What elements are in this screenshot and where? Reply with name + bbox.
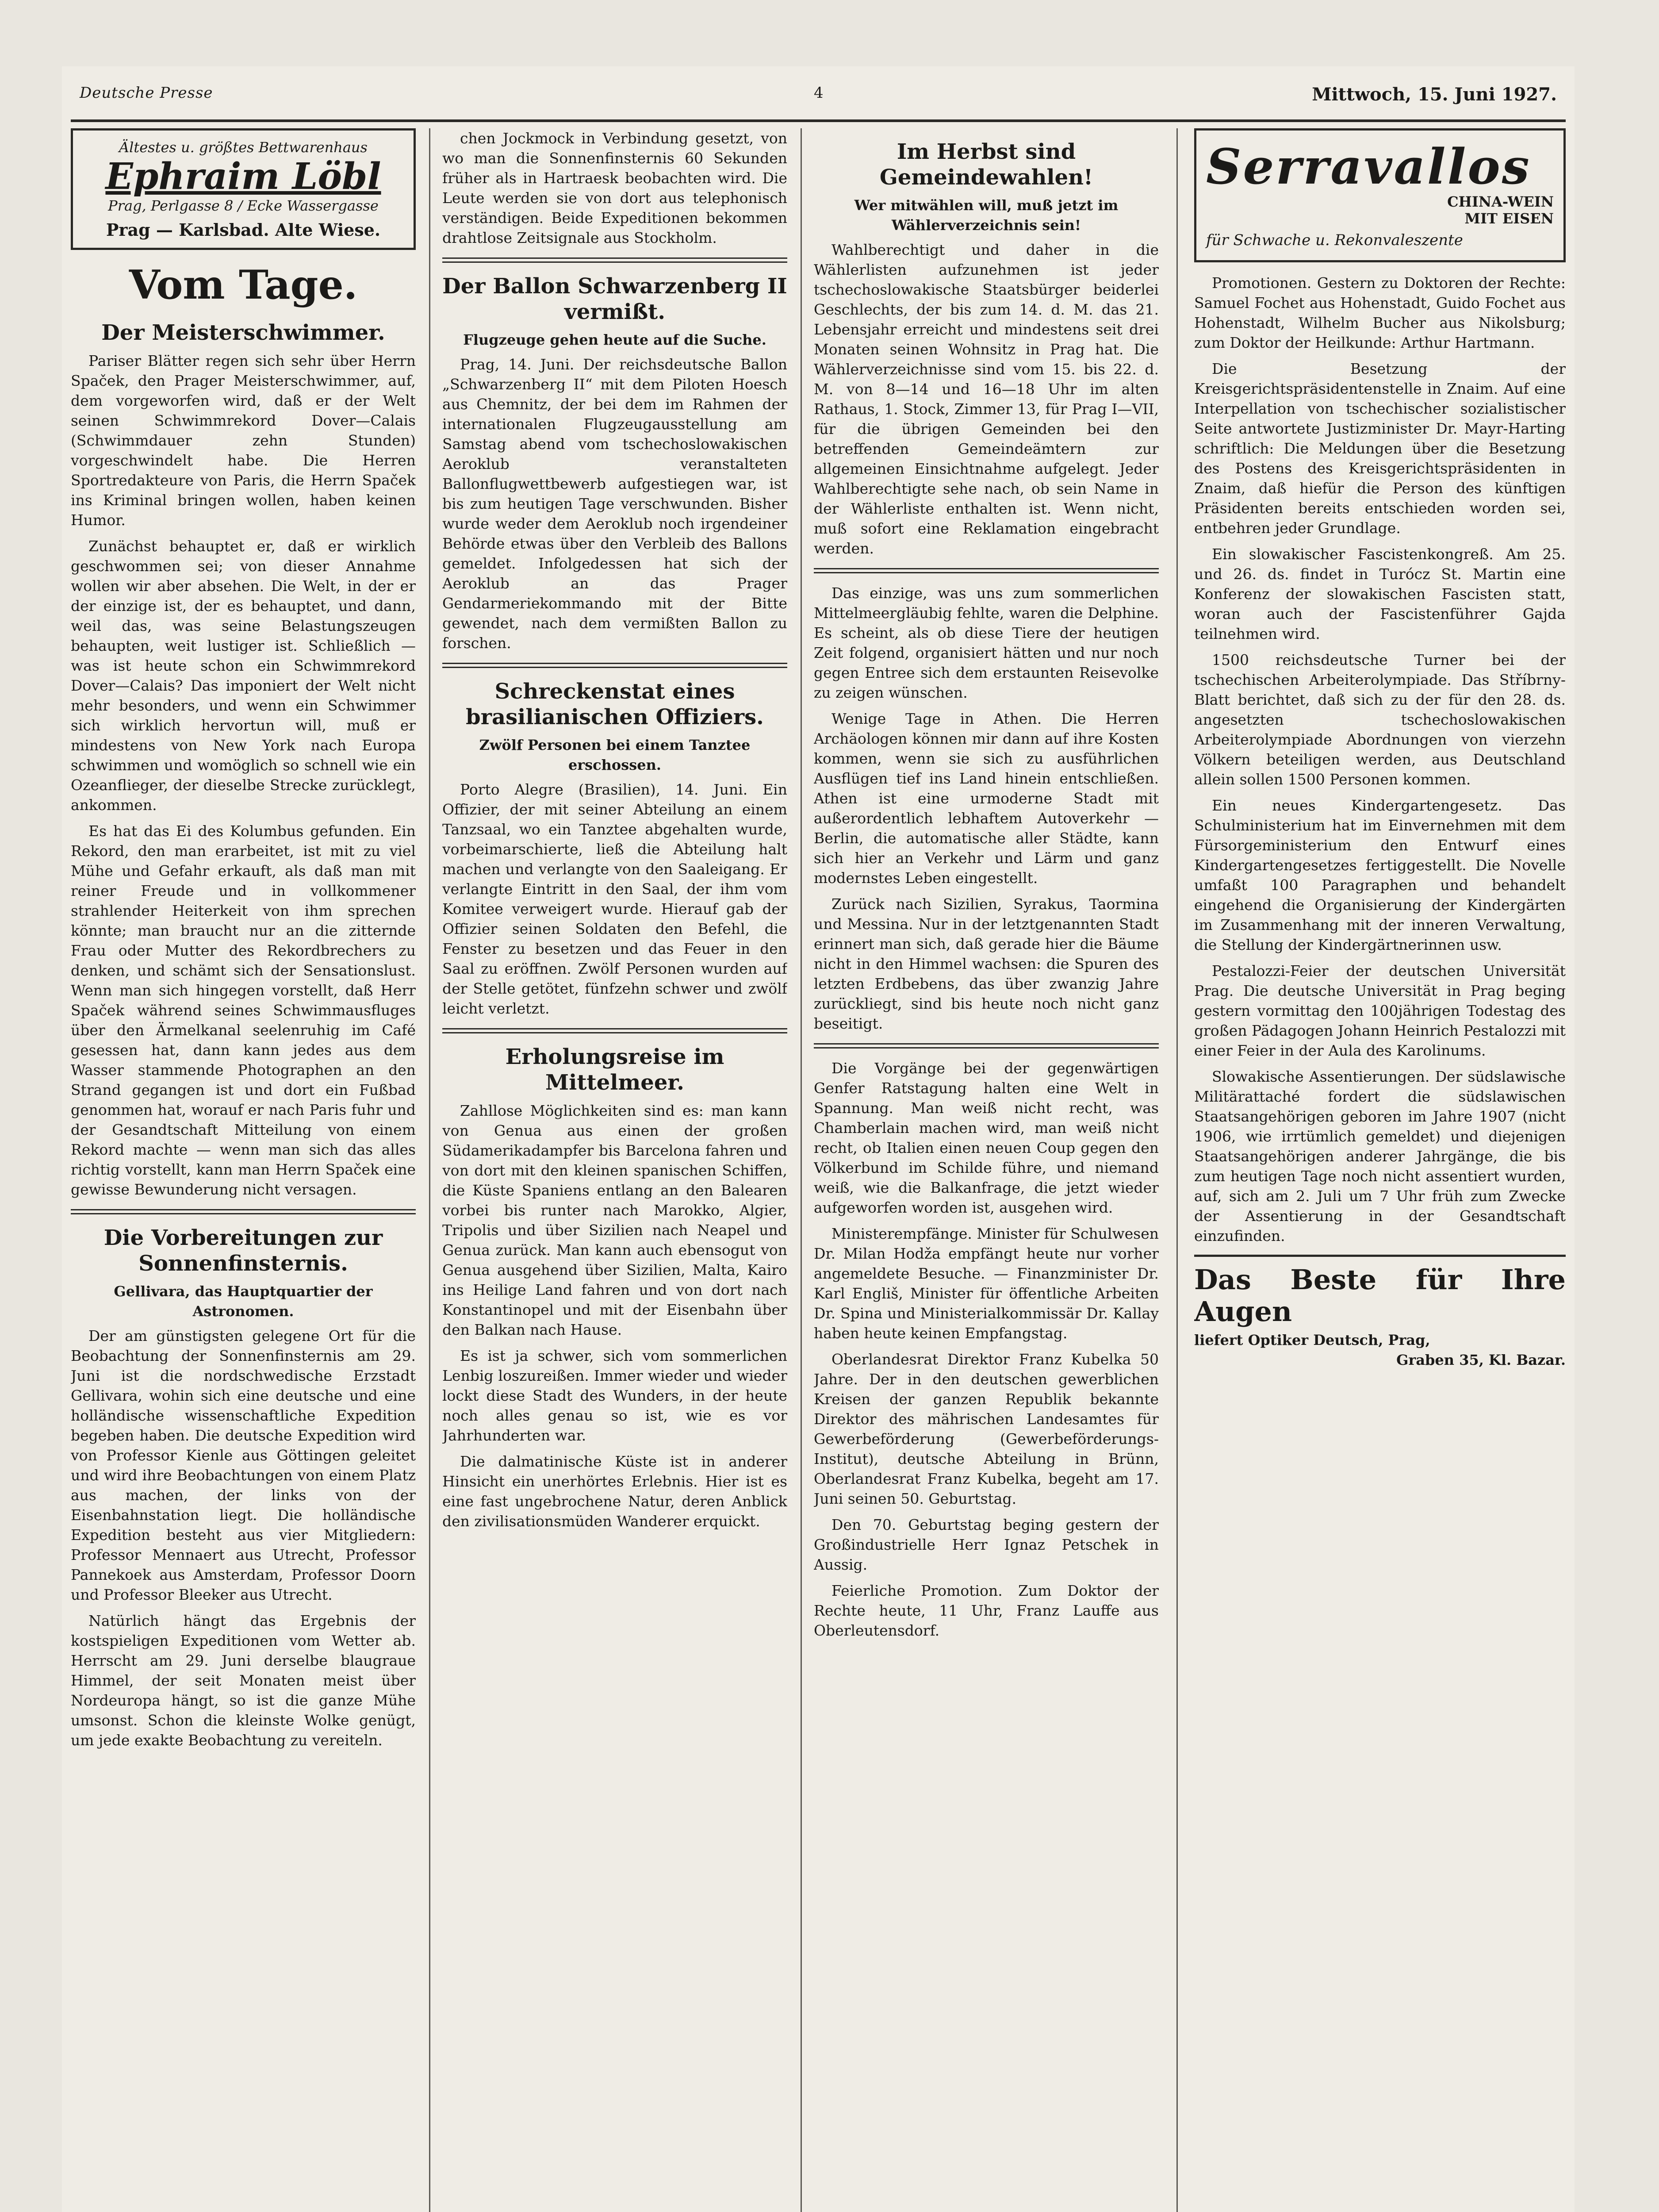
article-subtitle: Gellivara, das Hauptquartier der Astronomen. bbox=[114, 1283, 373, 1320]
section-title: Vom Tage. bbox=[129, 261, 358, 308]
column-3 bbox=[814, 128, 1159, 2212]
page-number: 4 bbox=[814, 84, 824, 102]
date-line: Mittwoch, 15. Juni 1927. bbox=[1312, 84, 1557, 105]
article-title: Erholungsreise im Mittelmeer. bbox=[505, 1045, 724, 1095]
article-paragraph: Die Vorgänge bei der gegenwärtigen Genfer Ratstagung halten eine Welt in Spannung. Man weiß nicht recht, was Chamberlain machen wird, man weiß nicht recht, ob Italien einen neuen Coup gegen den Völkerbund im Schilde führe, und niemand weiß, wie die Balkanfrage, die jetzt wieder aufgeworfen worden ist, ausgehen wird. bbox=[814, 1060, 1159, 1216]
ad-optiker-line2: liefert Optiker Deutsch, Prag, bbox=[1194, 1332, 1430, 1348]
news-item: 1500 reichsdeutsche Turner bei der tschechischen Arbeiterolympiade. Das Stříbrny-Blatt berichtet, daß sich zu der für den 28. ds. angesetzten tschechoslowakischen Arbeiterolympiade Abordnungen von vierzehn Völkern beteiligen werden, aus Deutschland allein sollen 1500 Personen kommen. bbox=[1194, 651, 1566, 788]
article-paragraph: Zunächst behauptet er, daß er wirklich geschwommen sei; von dieser Annahme wollen wir aber absehen. Die Welt, in der er der einzige ist, der es behauptet, und dann, weil das, was seine Belastungszeugen behaupten, weit lustiger ist. Schließlich — was ist heute schon ein Schwimmrekord Dover—Calais? Das imponiert der Welt nicht mehr besonders, und wenn ein Schwimmer sich wirklich hervortun will, muß er mindestens von New York nach Europa schwimmen und womöglich so schnell wie ein Ozeanflieger, der dieselbe Strecke zurücklegt, ankommen. bbox=[71, 538, 416, 814]
divider bbox=[442, 663, 787, 668]
article-paragraph: Ministerempfänge. Minister für Schulwesen Dr. Milan Hodža empfängt heute nur vorher angemeldete Besuche. — Finanzminister Dr. Karl Engliš, Minister für öffentliche Arbeiten Dr. Spina und Ministerialkommissär Dr. Kallay haben heute keinen Empfangstag. bbox=[814, 1225, 1159, 1342]
column-rule bbox=[1176, 128, 1178, 2212]
news-item: Slowakische Assentierungen. Der südslawische Militärattaché fordert die südslawischen Staatsangehörigen geboren im Jahre 1907 (nicht 1906, wie irrtümlich gemeldet) und diejenigen Staatsangehörigen anderer Jahrgänge, die bis zum heutigen Tage noch nicht assentiert wurden, auf, sich am 2. Juli um 7 Uhr früh zum Zwecke der Assentierung in der Gesandtschaft einzufinden. bbox=[1194, 1068, 1566, 1244]
article-title: Die Vorbereitungen zur Sonnenfinsternis. bbox=[103, 1225, 383, 1276]
article-paragraph: Die dalmatinische Küste ist in anderer Hinsicht ein unerhörtes Erlebnis. Hier ist es eine fast ungebrochene Natur, deren Anblick den zivilisationsmüden Wanderer erquickt. bbox=[442, 1453, 787, 1530]
article-paragraph: Zahllose Möglichkeiten sind es: man kann von Genua aus einen der großen Südamerikadampfer bis Barcelona fahren und von dort mit den kleinen spanischen Schiffen, die Küste Spaniens entlang an den Balearen vorbei bis runter nach Marokko, Algier, Tripolis und über Sizilien nach Neapel und Genua zurück. Man kann auch ebensogut von Genua ausgehend über Sizilien, Malta, Kairo ins Heilige Land fahren und von dort nach Konstantinopel und mit der Eisenbahn über den Balkan nach Hause. bbox=[442, 1102, 787, 1338]
ad-loebl-line1: Ältestes u. größtes Bettwarenhaus bbox=[119, 139, 368, 156]
article-paragraph: Wenige Tage in Athen. Die Herren Archäologen können mir dann auf ihre Kosten kommen, wenn sie sich zu ausführlichen Ausflügen tief ins Land hinein entschließen. Athen ist eine urmoderne Stadt mit außerordentlich lebhaftem Autoverkehr — Berlin, die automatische aller Städte, kann sich hier an Verkehr und Lärm und ganz modernstes Leben eingestellt. bbox=[814, 710, 1159, 887]
column-rule bbox=[429, 128, 430, 2212]
column-4 bbox=[1194, 128, 1566, 2212]
article-paragraph: Das einzige, was uns zum sommerlichen Mittelmeergläubig fehlte, waren die Delphine. Es scheint, als ob diese Tiere der heutigen Zeit folgend, organisiert hätten und nur noch gegen Entree sich dem erstaunten Reisevolke zu zeigen wünschen. bbox=[814, 584, 1159, 701]
article-paragraph: Zurück nach Sizilien, Syrakus, Taormina und Messina. Nur in der letztgenannten Stadt erinnert man sich, daß gerade hier die Bäume nicht in den Himmel wachsen: die Spuren des letzten Erdbebens, das über zwanzig Jahre zurückliegt, sind bis heute noch nicht ganz beseitigt. bbox=[814, 895, 1159, 1032]
divider bbox=[71, 1209, 416, 1214]
article-paragraph: chen Jockmock in Verbindung gesetzt, von wo man die Sonnenfinsternis 60 Sekunden früher als in Hartraesk beobachten wird. Die Leute werden sie von dort aus telephonisch verständigen. Beide Expeditionen bekommen drahtlose Zeitsignale aus Stockholm. bbox=[442, 130, 787, 246]
article-paragraph: Es ist ja schwer, sich vom sommerlichen Lenbig loszureißen. Immer wieder und wieder lockt diese Stadt des Wunders, in der heute noch alles genau so ist, wie es vor Jahrhunderten war. bbox=[442, 1347, 787, 1444]
article-title: Schreckenstat eines brasilianischen Offiziers. bbox=[466, 679, 764, 730]
advertisement-loebl bbox=[71, 128, 416, 250]
ad-serravallo-tag2: MIT EISEN bbox=[1464, 210, 1554, 227]
ad-loebl-sub: Prag — Karlsbad. Alte Wiese. bbox=[106, 220, 381, 240]
article-paragraph: Den 70. Geburtstag beging gestern der Großindustrielle Herr Ignaz Petschek in Aussig. bbox=[814, 1516, 1159, 1573]
ad-serravallo-tag1: CHINA-WEIN bbox=[1447, 193, 1554, 210]
newspaper-page bbox=[62, 66, 1575, 2212]
advertisement-optiker bbox=[1194, 1255, 1566, 1370]
article-paragraph: Natürlich hängt das Ergebnis der kostspieligen Expeditionen vom Wetter ab. Herrscht am 29. Juni derselbe blaugraue Himmel, der seit Monaten meist über Nordeuropa hängt, so ist die ganze Mühe umsonst. Schon die kleinste Wolke genügt, um jede exakte Beobachtung zu vereiteln. bbox=[71, 1612, 416, 1749]
ad-optiker-line3: Graben 35, Kl. Bazar. bbox=[1396, 1352, 1566, 1368]
advertisement-serravallo bbox=[1194, 128, 1566, 262]
divider bbox=[442, 1028, 787, 1033]
article-paragraph: Wahlberechtigt und daher in die Wählerlisten aufzunehmen ist jeder tschechoslowakische Staatsbürger beiderlei Geschlechts, der bis zum 14. d. M. das 21. Lebensjahr erreicht und mindestens seit drei Monaten seinen Wohnsitz in Prag hat. Die Wählerverzeichnisse sind vom 15. bis 22. d. M. von 8—14 und 16—18 Uhr im alten Rathaus, 1. Stock, Zimmer 13, für Prag I—VII, für die übrigen Gemeinden bei den betreffenden Gemeindeämtern zur allgemeinen Einsichtnahme aufgelegt. Jeder Wahlberechtigte sehe nach, ob sein Name in der Wählerliste enthalten ist. Wenn nicht, muß sofort eine Reklamation eingebracht werden. bbox=[814, 241, 1159, 557]
column-2 bbox=[442, 128, 787, 2212]
ad-optiker-headline: Das Beste für Ihre Augen bbox=[1194, 1263, 1566, 1328]
news-item: Promotionen. Gestern zu Doktoren der Rechte: Samuel Fochet aus Hohenstadt, Guido Fochet aus Hohenstadt, Wilhelm Bucher aus Nikolsburg; zum Doktor der Heilkunde: Arthur Hartmann. bbox=[1194, 274, 1566, 351]
article-paragraph: Prag, 14. Juni. Der reichsdeutsche Ballon „Schwarzenberg II“ mit dem Piloten Hoesch aus Chemnitz, der bei dem im Rahmen der internationalen Flugzeugausstellung am Samstag abend vom tschechoslowakischen Aeroklub veranstalteten Ballonflugwettbewerb aufgestiegen war, ist bis zum heutigen Tage verschwunden. Bisher wurde weder dem Aeroklub noch irgendeiner Behörde etwas über den Verbleib des Ballons gemeldet. Infolgedessen hat sich der Aeroklub an das Prager Gendarmeriekommando mit der Bitte gewendet, nach dem vermißten Ballon zu forschen. bbox=[442, 356, 787, 652]
ad-loebl-firm: Ephraim Löbl bbox=[105, 155, 381, 198]
news-item: Die Besetzung der Kreisgerichtspräsidentenstelle in Znaim. Auf eine Interpellation von tschechischer sozialistischer Seite antwortete Justizminister Dr. Mayr-Harting schriftlich: Die Meldungen über die Besetzung des Postens des Kreisgerichtspräsidenten in Znaim, daß hiefür die Person des künftigen Präsidenten bereits entschieden worden sei, entbehren jeder Grundlage. bbox=[1194, 360, 1566, 537]
article-subtitle: Wer mitwählen will, muß jetzt im Wählerverzeichnis sein! bbox=[854, 197, 1119, 234]
article-paragraph: Porto Alegre (Brasilien), 14. Juni. Ein Offizier, der mit seiner Abteilung an einem Tanzsaal, wo ein Tanztee abgehalten wurde, vorbeimarschierte, ließ die Abteilung halt machen und verlangte von den Saaleigang. Er verlangte Eintritt in den Saal, der ihm vom Komitee verweigert wurde. Hierauf gab der Offizier seinen Soldaten den Befehl, die Fenster zu besetzen und das Feuer in den Saal zu eröffnen. Zwölf Personen wurden auf der Stelle getötet, fünfzehn schwer und zwölf leicht verletzt. bbox=[442, 781, 787, 1017]
article-paragraph: Der am günstigsten gelegene Ort für die Beobachtung der Sonnenfinsternis am 29. Juni ist die nordschwedische Erzstadt Gellivara, wohin sich eine deutsche und eine holländische wissenschaftliche Expedition begeben haben. Die deutsche Expedition wird von Professor Kienle aus Göttingen geleitet und wird ihre Beobachtungen von einem Platz aus machen, der links von der Eisenbahnstation liegt. Die holländische Expedition besteht aus vier Mitgliedern: Professor Mennaert aus Utrecht, Professor Pannekoek aus Amsterdam, Professor Doorn und Professor Bleeker aus Utrecht. bbox=[71, 1327, 416, 1603]
article-title: Im Herbst sind Gemeindewahlen! bbox=[879, 139, 1093, 190]
article-subtitle: Flugzeuge gehen heute auf die Suche. bbox=[463, 331, 766, 348]
article-title: Der Ballon Schwarzenberg II vermißt. bbox=[442, 274, 787, 324]
news-item: Ein neues Kindergartengesetz. Das Schulministerium hat im Einvernehmen mit dem Fürsorgeministerium den Entwurf eines Kindergartengesetzes fertiggestellt. Die Novelle umfaßt 100 Paragraphen und behandelt eingehend die Organisierung der Kindergärten im Zusammenhang mit der inneren Verwaltung, die Stellung der Kindergärtnerinnen usw. bbox=[1194, 797, 1566, 953]
ad-serravallo-foot: für Schwache u. Rekonvaleszente bbox=[1206, 231, 1463, 249]
header-rule bbox=[71, 119, 1566, 122]
article-paragraph: Oberlandesrat Direktor Franz Kubelka 50 Jahre. Der in den deutschen gewerblichen Kreisen der ganzen Republik bekannte Direktor des mährischen Landesamtes für Gewerbeförderung (Gewerbeförderungs-Institut), deutsche Abteilung in Brünn, Oberlandesrat Franz Kubelka, begeht am 17. Juni seinen 50. Geburtstag. bbox=[814, 1351, 1159, 1507]
divider bbox=[814, 1043, 1159, 1048]
divider bbox=[814, 568, 1159, 573]
column-rule bbox=[801, 128, 802, 2212]
news-item: Ein slowakischer Fascistenkongreß. Am 25. und 26. ds. findet in Turócz St. Martin eine Konferenz der slowakischen Fascisten statt, woran auch der Fascistenführer Gajda teilnehmen wird. bbox=[1194, 545, 1566, 642]
article-paragraph: Es hat das Ei des Kolumbus gefunden. Ein Rekord, den man erarbeitet, ist mit zu viel Mühe und Gefahr erkauft, als daß man mit reiner Freude und in vollkommener strahlender Heiterkeit von ihm sprechen könnte; man braucht nur an die zitternde Frau oder Mutter des Rekordbrechers zu denken, und schämt sich der Sensationslust. Wenn man sich hingegen vorstellt, daß Herr Spaček während seines Schwimmausfluges über den Ärmelkanal seelenruhig im Café gesessen hat, dann kann jedes aus dem Wasser stammende Photographen an den Strand gegangen ist und dort ein Fußbad genommen hat, worauf er nach Paris fuhr und der Gesandtschaft Mitteilung von einem Rekord machte — wenn man sich das alles richtig vorstellt, kann man Herrn Spaček eine gewisse Bewunderung nicht versagen. bbox=[71, 822, 416, 1198]
news-item: Pestalozzi-Feier der deutschen Universität Prag. Die deutsche Universität in Prag beging gestern vormittag den 100jährigen Todestag des großen Pädagogen Johann Heinrich Pestalozzi mit einer Feier in der Aula des Karolinums. bbox=[1194, 962, 1566, 1059]
article-title: Der Meisterschwimmer. bbox=[101, 320, 385, 345]
ad-loebl-line2: Prag, Perlgasse 8 / Ecke Wassergasse bbox=[108, 197, 379, 214]
article-paragraph: Pariser Blätter regen sich sehr über Herrn Spaček, den Prager Meisterschwimmer, auf, dem vorgeworfen wird, daß er der Welt seinen Schwimmrekord Dover—Calais (Schwimmdauer zehn Stunden) vorgeschwindelt habe. Die Herren Sportredakteure von Paris, die Herrn Spaček ins Kriminal bringen wollen, haben keinen Humor. bbox=[71, 352, 416, 529]
masthead-left: Deutsche Presse bbox=[80, 84, 213, 102]
divider bbox=[442, 257, 787, 263]
column-1 bbox=[71, 128, 416, 2212]
article-subtitle: Zwölf Personen bei einem Tanztee erschossen. bbox=[479, 737, 751, 773]
article-paragraph: Feierliche Promotion. Zum Doktor der Rechte heute, 11 Uhr, Franz Lauffe aus Oberleutensdorf. bbox=[814, 1582, 1159, 1639]
ad-serravallo-brand: Serravallos bbox=[1206, 138, 1531, 195]
